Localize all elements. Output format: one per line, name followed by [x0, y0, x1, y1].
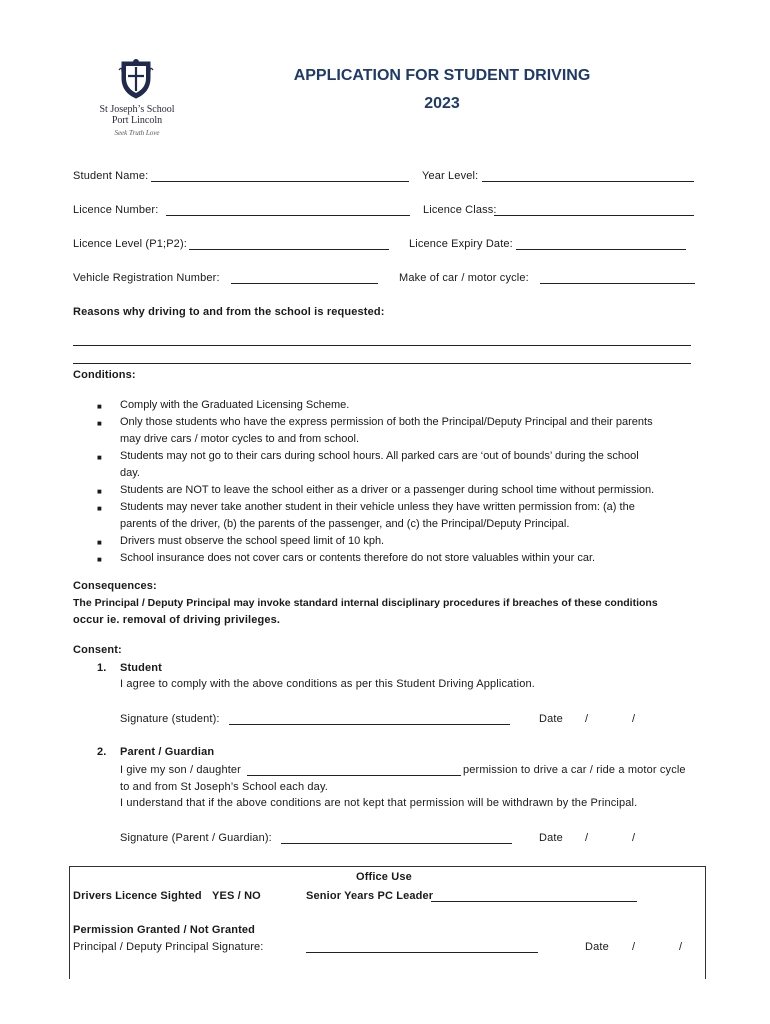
- student-agreement-text: I agree to comply with the above conditions as per this Student Driving Application.: [120, 678, 535, 690]
- condition-line: may drive cars / motor cycles to and from school.: [120, 433, 360, 445]
- title-line-1: APPLICATION FOR STUDENT DRIVING: [293, 67, 591, 84]
- school-logo: [96, 54, 178, 142]
- student-date-slash-1: /: [585, 713, 589, 725]
- make-of-car-label: Make of car / motor cycle:: [399, 272, 529, 284]
- bullet-icon: ■: [97, 504, 102, 513]
- condition-line: Drivers must observe the school speed limit of 10 kph.: [120, 535, 385, 547]
- parent-heading: Parent / Guardian: [120, 746, 215, 758]
- bullet-icon: ■: [97, 453, 102, 462]
- bullet-icon: ■: [97, 487, 102, 496]
- student-number: 1.: [97, 662, 107, 674]
- licence-level-field[interactable]: [189, 249, 389, 250]
- licence-number-field[interactable]: [166, 215, 410, 216]
- condition-line: parents of the driver, (b) the parents of the passenger, and (c) the Principal/Deputy Principal.: [120, 518, 570, 530]
- permission-granted-option[interactable]: Permission Granted / Not Granted: [73, 924, 256, 936]
- condition-line: School insurance does not cover cars or contents therefore do not store valuables within your car.: [120, 552, 596, 564]
- condition-line: Only those students who have the express permission of both the Principal/Deputy Principal and their parents: [120, 416, 653, 428]
- parent-signature-field[interactable]: [281, 843, 512, 844]
- logo-school-location: Port Lincoln: [111, 115, 163, 126]
- licence-class-field[interactable]: [494, 215, 694, 216]
- parent-date-slash-2: /: [632, 832, 636, 844]
- reasons-line-1[interactable]: [73, 345, 691, 346]
- make-of-car-field[interactable]: [540, 283, 695, 284]
- office-date-slash-2: /: [679, 941, 683, 953]
- parent-text-1b: permission to drive a car / ride a motor cycle: [463, 764, 686, 776]
- licence-sighted-label: Drivers Licence Sighted: [73, 890, 202, 902]
- office-date-label: Date: [585, 941, 609, 953]
- senior-leader-label: Senior Years PC Leader: [306, 890, 434, 902]
- logo-school-name: St Joseph’s School: [99, 104, 175, 115]
- principal-signature-label: Principal / Deputy Principal Signature:: [73, 941, 264, 953]
- consequences-line-2: occur ie. removal of driving privileges.: [73, 614, 281, 626]
- student-date-slash-2: /: [632, 713, 636, 725]
- parent-number: 2.: [97, 746, 107, 758]
- student-heading: Student: [120, 662, 162, 674]
- licence-expiry-field[interactable]: [516, 249, 686, 250]
- student-signature-field[interactable]: [229, 724, 510, 725]
- year-level-label: Year Level:: [422, 170, 479, 182]
- parent-date-slash-1: /: [585, 832, 589, 844]
- principal-signature-field[interactable]: [306, 952, 538, 953]
- yes-no-option[interactable]: YES / NO: [212, 890, 261, 902]
- student-name-label: Student Name:: [73, 170, 149, 182]
- parent-text-2: to and from St Joseph’s School each day.: [120, 781, 328, 793]
- licence-level-label: Licence Level (P1;P2):: [73, 238, 187, 250]
- condition-line: Comply with the Graduated Licensing Scheme.: [120, 399, 350, 411]
- bullet-icon: ■: [97, 402, 102, 411]
- student-signature-label: Signature (student):: [120, 713, 220, 725]
- reasons-heading: Reasons why driving to and from the school is requested:: [73, 306, 385, 318]
- licence-number-label: Licence Number:: [73, 204, 159, 216]
- licence-class-label: Licence Class:: [423, 204, 497, 216]
- licence-expiry-label: Licence Expiry Date:: [409, 238, 513, 250]
- consequences-heading: Consequences:: [73, 580, 157, 592]
- vehicle-registration-label: Vehicle Registration Number:: [73, 272, 220, 284]
- consent-heading: Consent:: [73, 644, 122, 656]
- consequences-line-1: The Principal / Deputy Principal may invoke standard internal disciplinary procedures if breaches of these conditions: [73, 597, 658, 609]
- office-date-slash-1: /: [632, 941, 636, 953]
- title-line-2: 2023: [424, 95, 460, 112]
- reasons-line-2[interactable]: [73, 363, 691, 364]
- bullet-icon: ■: [97, 419, 102, 428]
- school-crest-icon: [118, 58, 154, 100]
- bullet-icon: ■: [97, 555, 102, 564]
- year-level-field[interactable]: [482, 181, 694, 182]
- condition-line: Students are NOT to leave the school either as a driver or a passenger during school time without permission.: [120, 484, 655, 496]
- bullet-icon: ■: [97, 538, 102, 547]
- student-name-field[interactable]: [151, 181, 409, 182]
- parent-date-label: Date: [539, 832, 563, 844]
- vehicle-registration-field[interactable]: [231, 283, 378, 284]
- condition-line: day.: [120, 467, 140, 479]
- senior-leader-field[interactable]: [431, 901, 637, 902]
- condition-line: Students may not go to their cars during school hours. All parked cars are ‘out of bounds’ during the school: [120, 450, 639, 462]
- parent-signature-label: Signature (Parent / Guardian):: [120, 832, 272, 844]
- logo-motto: Seek Truth Love: [114, 129, 160, 137]
- condition-line: Students may never take another student in their vehicle unless they have written permission from: (a) the: [120, 501, 635, 513]
- conditions-heading: Conditions:: [73, 369, 136, 381]
- student-date-label: Date: [539, 713, 563, 725]
- page-title: [200, 62, 684, 118]
- office-use-heading: Office Use: [356, 871, 412, 883]
- child-name-field[interactable]: [247, 775, 461, 776]
- parent-text-3: I understand that if the above conditions are not kept that permission will be withdrawn by the Principal.: [120, 797, 638, 809]
- parent-text-1a: I give my son / daughter: [120, 764, 241, 776]
